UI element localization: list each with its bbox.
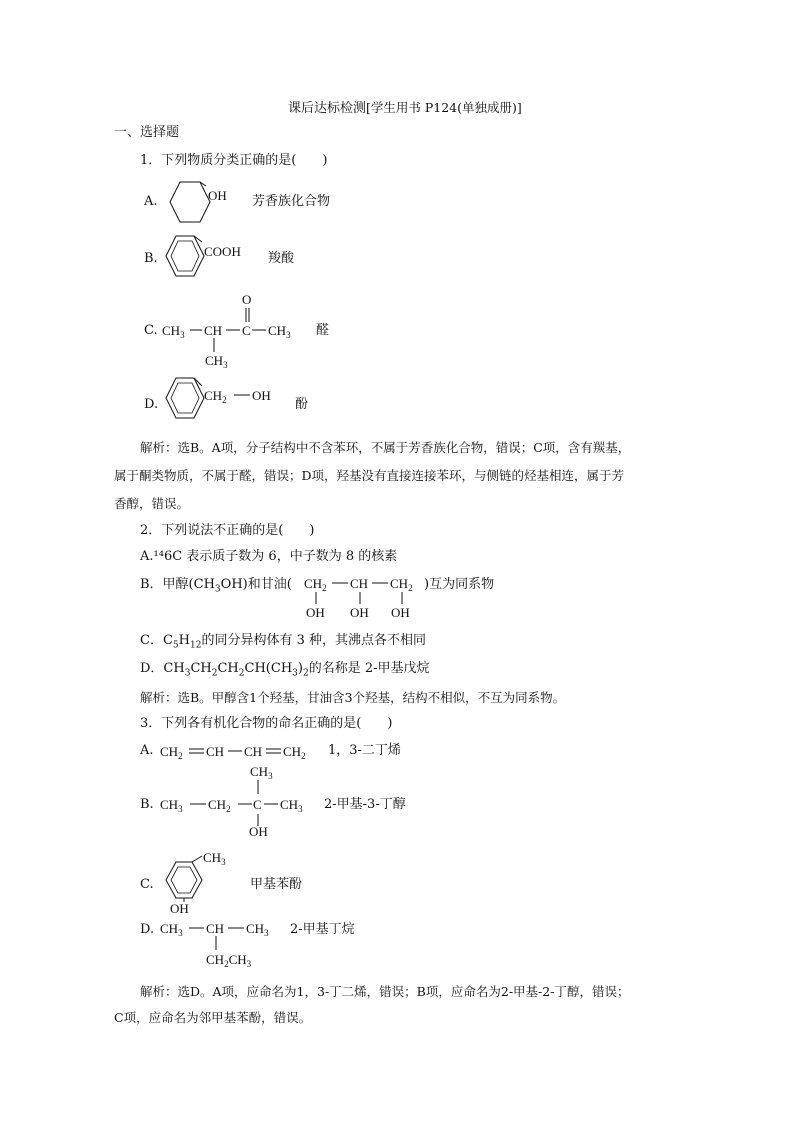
q3-option-b-letter: B. [140, 797, 154, 812]
butanone-structure [160, 290, 310, 370]
q3-option-d-letter: D. [140, 922, 155, 937]
glycerol-structure [298, 572, 428, 622]
benzyl-alcohol-structure [158, 374, 298, 426]
svg-text:CH: CH [244, 744, 263, 759]
q1-option-b-category: 羧酸 [268, 251, 295, 266]
svg-text:CH2: $CH_2$ [283, 744, 306, 761]
svg-text:OH: OH [350, 605, 369, 620]
ch-group: CH [204, 323, 223, 338]
svg-text:OH: OH [391, 605, 410, 620]
q3-option-d-name: 2-甲基丁烷 [290, 922, 355, 937]
svg-text:CH3: $CH_3$ [268, 323, 291, 340]
svg-text:CH3: $CH_3$ [160, 921, 183, 938]
svg-text:CH3: $CH_3$ [280, 797, 303, 814]
page-title [288, 99, 522, 118]
svg-text:CH2: $CH_2$ [204, 388, 227, 405]
svg-text:OH: OH [249, 824, 268, 839]
oh-label: OH [208, 188, 227, 203]
q3-option-a-letter: A. [140, 743, 154, 758]
q1-analysis-line-1: 解析：选B。A项，分子结构中不含苯环，不属于芳香族化合物，错误；C项，含有羰基， [140, 440, 631, 455]
q1-analysis-line-2: 属于酮类物质，不属于醛，错误；D项，羟基没有直接连接苯环，与侧链的烃基相连，属于芳 [114, 468, 625, 483]
carbon: C [242, 323, 251, 338]
question-2-stem: 2．下列说法不正确的是( ) [140, 523, 315, 538]
q3-option-a-name: 1，3-二丁烯 [328, 743, 401, 758]
svg-text:CH: CH [206, 744, 225, 759]
svg-text:CH3: $CH_3$ [246, 921, 269, 938]
svg-text:CH2CH3: $CH_2CH_3$ [206, 952, 252, 969]
q3-option-c-name: 甲基苯酚 [250, 877, 303, 892]
section-heading: 一、选择题 [114, 125, 180, 140]
svg-text:CH2: $CH_2$ [208, 797, 231, 814]
q1-analysis-line-3: 香醇，错误。 [114, 496, 190, 511]
q1-option-c-letter: C. [144, 323, 158, 338]
q1-option-b-letter: B. [144, 251, 158, 266]
methylbutane-structure [158, 916, 288, 972]
methylphenol-structure [158, 846, 248, 916]
phenol-oh: OH [170, 901, 189, 916]
q1-option-d-letter: D. [144, 397, 159, 412]
q1-option-c-category: 醛 [316, 323, 330, 338]
q2-option-a: A.¹⁴6C 表示质子数为 6，中子数为 8 的核素 [140, 549, 398, 564]
question-1-stem: 1．下列物质分类正确的是( ) [140, 153, 328, 168]
q2-option-c: C．$C_5H_{12}$的同分异构体有 3 种，其沸点各不相同 [140, 633, 426, 651]
svg-text:CH3: $CH_3$ [162, 323, 185, 340]
title-bracket: [学生用书 P124(单独成册)] [366, 100, 522, 115]
svg-text:CH: CH [350, 576, 369, 591]
question-3-stem: 3．下列各有机化合物的命名正确的是( ) [140, 716, 393, 731]
svg-text:CH3: $CH_3$ [160, 797, 183, 814]
q2-option-b: B．甲醇$(CH_3OH)$和甘油( [140, 577, 292, 595]
q3-option-b-name: 2-甲基-3-丁醇 [324, 797, 406, 812]
svg-text:C: C [253, 797, 262, 812]
q2-analysis: 解析：选B。甲醇含1个羟基，甘油含3个羟基，结构不相似，不互为同系物。 [140, 690, 566, 705]
oh-label: OH [252, 388, 271, 403]
svg-text:CH3: $CH_3$ [250, 764, 273, 781]
q2-option-b-tail: )互为同系物 [424, 577, 495, 592]
q2-option-d: D．$CH_3CH_2CH_2CH(CH_3)_2$的名称是 2-甲基戊烷 [140, 661, 430, 679]
q3-option-c-letter: C. [140, 877, 154, 892]
title-main: 课后达标检测 [288, 101, 367, 116]
cyclohexanol-structure [160, 176, 250, 228]
svg-text:CH3: $CH_3$ [203, 850, 226, 867]
methylbutanol-structure [158, 760, 328, 840]
q1-option-a-category: 芳香族化合物 [252, 194, 331, 209]
q3-analysis-line-2: C项，应命名为邻甲基苯酚，错误。 [114, 1010, 312, 1025]
carbonyl-oxygen: O [242, 292, 252, 307]
svg-text:CH2: $CH_2$ [160, 744, 183, 761]
svg-text:CH: CH [206, 921, 225, 936]
cooh-label: COOH [204, 244, 241, 259]
svg-text:CH2: $CH_2$ [304, 576, 327, 593]
svg-text:CH2: $CH_2$ [390, 576, 413, 593]
svg-text:OH: OH [306, 605, 325, 620]
q3-analysis-line-1: 解析：选D。A项，应命名为1，3-丁二烯，错误；B项，应命名为2-甲基-2-丁醇，错误； [140, 984, 630, 999]
benzoic-acid-structure [158, 232, 268, 284]
q1-option-a-letter: A. [144, 194, 158, 209]
svg-text:CH3: $CH_3$ [205, 353, 228, 370]
q1-option-d-category: 酚 [295, 397, 309, 412]
